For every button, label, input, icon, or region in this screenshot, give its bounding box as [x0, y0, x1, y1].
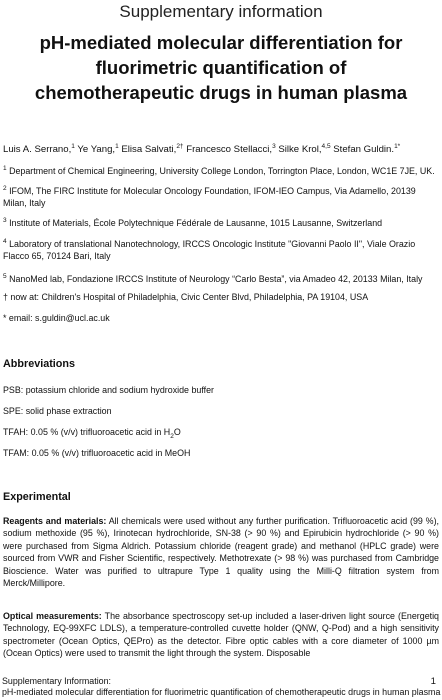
subscript: 2 — [170, 432, 174, 440]
abbreviation-text: TFAH: 0.05 % (v/v) trifluoroacetic acid in H — [3, 427, 171, 437]
affiliation-mark: 5 — [3, 273, 7, 280]
author-name: Ye Yang, — [74, 144, 116, 156]
author-name: Stefan Guldin. — [330, 144, 395, 156]
affiliation-mark: 1 — [3, 165, 7, 172]
affiliation-text: † now at: Children's Hospital of Philadelphia, Civic Center Blvd, Philadelphia, PA 19104, USA — [3, 292, 369, 302]
author-name: Luis A. Serrano, — [3, 144, 72, 156]
page-number: 1 — [430, 676, 436, 687]
author-list — [3, 143, 439, 155]
abbreviation-tfah — [3, 427, 439, 440]
paper-title: pH-mediated molecular differentiation for fluorimetric quantification of chemotherapeutic drugs in human plasma — [34, 32, 408, 103]
abbreviation-psb: PSB: potassium chloride and sodium hydroxide buffer — [3, 385, 214, 395]
affiliation-mark: 3 — [3, 217, 7, 224]
affiliation-4 — [3, 236, 439, 262]
experimental-heading: Experimental — [3, 491, 71, 503]
author-affiliation-mark: 1 — [71, 143, 75, 150]
optical-label: Optical measurements: — [3, 611, 102, 621]
abbreviation-spe: SPE: solid phase extraction — [3, 406, 112, 416]
abbreviations-heading: Abbreviations — [3, 358, 75, 370]
affiliation-1 — [3, 163, 439, 177]
affiliation-5 — [3, 271, 439, 285]
affiliation-text: Institute of Materials, École Polytechnique Fédérale de Lausanne, 1015 Lausanne, Switzerland — [6, 217, 383, 228]
reagents-label: Reagents and materials: — [3, 516, 107, 526]
author-affiliation-mark: 1 — [115, 143, 119, 150]
affiliation-3 — [3, 215, 439, 229]
optical-text: The absorbance spectroscopy set-up included a laser-driven light source (Energetiq Technology, EQ-99XFC LDLS), a temperature-controlled cuvette holder (QNW, Q-Pod) and a high sensitivity spectrometer (Ocean Optics, QEPro) as the detector. Fibre optic cables with a core diameter of 1000 µm (Ocean Optics) were used to transmit the light through the system. Disposable — [3, 611, 439, 659]
author-name: Silke Krol, — [275, 144, 322, 156]
footer-line-1: Supplementary Information: — [2, 676, 112, 686]
affiliation-mark: 2 — [3, 185, 7, 192]
author-affiliation-mark: 3 — [272, 143, 276, 150]
affiliation-mark: 4 — [3, 238, 7, 245]
author-affiliation-mark: 1* — [394, 143, 401, 150]
email-text: * email: s.guldin@ucl.ac.uk — [3, 313, 110, 323]
author-affiliation-mark: 2† — [176, 143, 184, 150]
abbreviation-text: O — [173, 427, 181, 437]
reagents-text: All chemicals were used without any further purification. Trifluoroacetic acid (99 %), sodium methoxide (95 %), Irinotecan hydrochloride, SN-38 (> 90 %) and Epirubicin hydrochloride (> 90 %) were purchased from Sigma Aldrich. Potassium chloride (reagent grade) and methanol (HPLC grade) were sourced from VWR and Fisher Scientific, respectively. Methotrexate (> 98 %) was purchased from Cambridge Bioscience. Water was purified to ultrapure Type 1 quality using the Milli-Q filtration system from Merck/Millipore. — [3, 516, 439, 589]
affiliation-text: IFOM, The FIRC Institute for Molecular Oncology Foundation, IFOM-IEO Campus, Via Adamello, 20139 Milan, Italy — [3, 185, 416, 208]
author-affiliation-mark: 4,5 — [321, 143, 331, 150]
author-name: Francesco Stellacci, — [183, 144, 273, 156]
affiliation-text: NanoMed lab, Fondazione IRCCS Institute of Neurology “Carlo Besta”, via Amadeo 42, 20133 Milan, Italy — [6, 273, 423, 284]
affiliation-text: Department of Chemical Engineering, University College London, Torrington Place, London, WC1E 7JE, UK. — [6, 165, 435, 176]
reagents-paragraph — [3, 515, 439, 589]
abbreviation-tfam: TFAM: 0.05 % (v/v) trifluoroacetic acid in MeOH — [3, 448, 191, 458]
footer-line-2: pH-mediated molecular differentiation for fluorimetric quantification of chemotherapeutic drugs in human plasma — [2, 687, 441, 698]
affiliation-note — [3, 291, 439, 303]
page-footer — [2, 676, 441, 698]
affiliation-text: Laboratory of translational Nanotechnology, IRCCS Oncologic Institute "Giovanni Paolo II", Viale Orazio Flacco 65, 70124 Bari, Italy — [3, 238, 416, 261]
author-name: Elisa Salvati, — [118, 144, 177, 156]
optical-paragraph — [3, 610, 439, 660]
affiliation-2 — [3, 183, 439, 209]
corresponding-email — [3, 312, 439, 324]
supplementary-title: Supplementary information — [119, 2, 323, 21]
